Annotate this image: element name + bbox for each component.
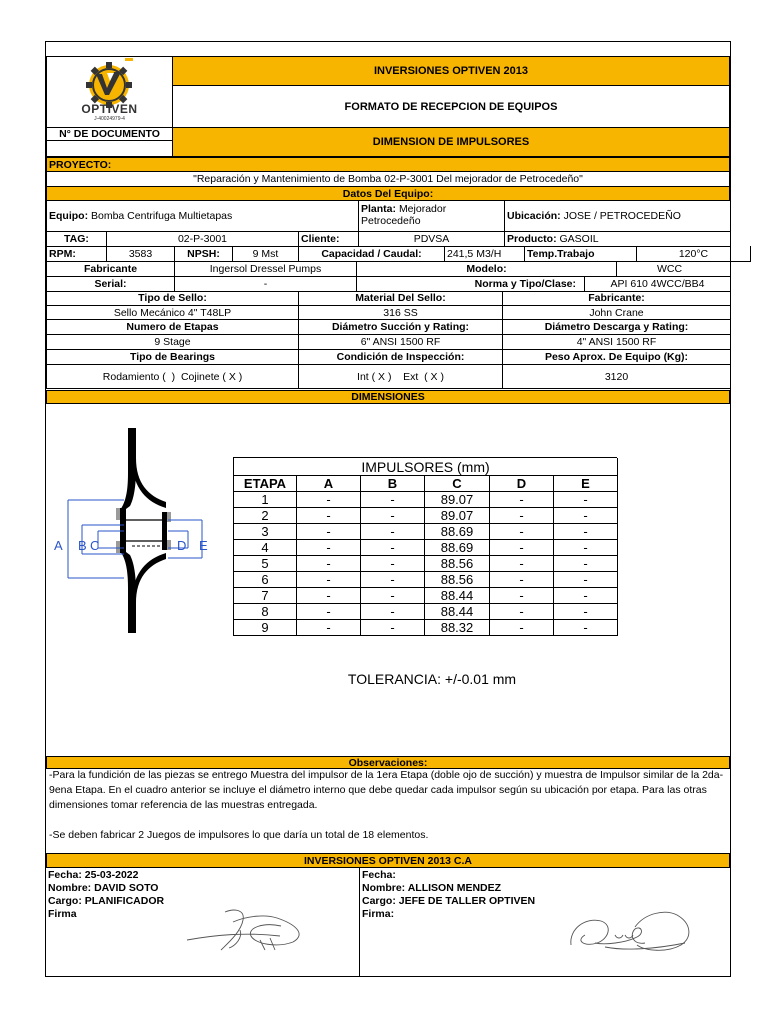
logo-code-text: J-40024979-4 [94,116,125,122]
bearings-label: Tipo de Bearings [47,350,299,365]
equipo-label: Equipo: [49,209,89,222]
logo-brand-text: OPTIVEN [81,102,138,116]
impulsores-table-cell: - [554,620,618,636]
impulsores-table-cell: 8 [234,604,297,620]
rpm-value: 3583 [107,246,175,262]
npsh-label: NPSH: [175,246,233,262]
impulsores-table-cell: 7 [234,588,297,604]
impulsores-table-cell: 6 [234,572,297,588]
modelo-label: Modelo: [357,261,617,277]
impulsores-table-cell: - [554,492,618,508]
impulsores-table-cell: - [297,524,361,540]
left-signature-drawing [185,900,315,955]
impulsores-table-cell: - [361,588,425,604]
tipo-sello-label: Tipo de Sello: [47,291,299,306]
impulsores-table-cell: - [297,540,361,556]
fab-sello-label: Fabricante: [503,291,731,306]
fabricante-label: Fabricante [47,261,175,277]
impulsores-table-cell: 88.69 [425,524,490,540]
planta-value: Mejorador Petrocedeño [361,203,447,227]
material-sello-value: 316 SS [299,306,503,320]
impulsores-table-cell: - [554,572,618,588]
impulsores-table-cell: 4 [234,540,297,556]
equipment-row-tag [46,231,730,247]
impulsores-table-cell: - [297,620,361,636]
impulsores-table-cell: 2 [234,508,297,524]
peso-label: Peso Aprox. De Equipo (Kg): [503,350,731,365]
inspeccion-value: Int ( X ) Ext ( X ) [299,365,503,389]
succion-value: 6" ANSI 1500 RF [299,335,503,350]
ubicacion-label: Ubicación: [507,209,561,222]
left-cargo: Cargo: PLANIFICADOR [48,895,165,907]
impeller-diagram [50,428,225,643]
impulsores-table-cell: - [297,508,361,524]
norma-value: API 610 4WCC/BB4 [585,276,731,292]
temp-value: 120°C [637,246,751,262]
inspeccion-label: Condición de Inspección: [299,350,503,365]
serial-value: - [175,276,357,292]
equipment-row-1 [46,200,730,232]
equipment-row-rpm [46,246,730,262]
norma-label: Norma y Tipo/Clase: [357,276,585,292]
serial-label: Serial: [47,276,175,292]
diagram-label-b: B [78,538,87,553]
equipment-row-fabricante [46,261,730,277]
right-fecha: Fecha: [362,869,396,881]
right-nombre: Nombre: ALLISON MENDEZ [362,882,502,894]
tag-label: TAG: [47,231,107,247]
impulsores-table-cell: 89.07 [425,492,490,508]
impulsores-table-cell: - [297,604,361,620]
impulsores-table-cell: - [361,492,425,508]
observations-paragraph-1: -Para la fundición de las piezas se entrego Muestra del impulsor de la 1era Etapa (doble ojo de succión) y muestra de Impulsor similar de la 2da-9ena Etapa. En el cuadro anterior se incluye el diámetro interno que debe quedar cada impulsor según su ubicación por etapa. Para las otras dimensiones tomar referencia de las muestras entregada. [49,769,724,811]
diagram-label-d: D [177,538,187,553]
observations-title: Observaciones: [46,756,730,769]
doc-title: DIMENSION DE IMPULSORES [172,127,730,157]
succion-label: Diámetro Succión y Rating: [299,320,503,335]
impulsores-table-cell: - [554,588,618,604]
equipo-value: Bomba Centrifuga Multietapas [91,209,233,222]
right-firma-label: Firma: [362,908,395,920]
impulsores-table-cell: - [297,556,361,572]
impulsores-table-cell: 89.07 [425,508,490,524]
doc-number-value [46,140,173,157]
etapas-value: 9 Stage [47,335,299,350]
impulsores-table-cell: - [361,508,425,524]
equipment-row-sello [46,291,730,389]
impulsores-table-cell: - [490,492,554,508]
planta-cell [359,200,505,232]
impulsores-table-cell: - [361,556,425,572]
impulsores-table-cell: 1 [234,492,297,508]
impulsores-table-cell: - [361,572,425,588]
impulsores-table-cell: - [554,508,618,524]
company-title: INVERSIONES OPTIVEN 2013 [172,56,730,86]
impulsores-table-cell: - [554,524,618,540]
impulsores-table-cell: - [490,572,554,588]
impulsores-table [233,457,617,636]
impulsores-table-cell: - [361,524,425,540]
producto-value: GASOIL [559,232,599,245]
impulsores-table-cell: 88.69 [425,540,490,556]
descarga-label: Diámetro Descarga y Rating: [503,320,731,335]
impulsores-table-cell: - [361,604,425,620]
right-signature-drawing [565,905,705,965]
signatures-company: INVERSIONES OPTIVEN 2013 C.A [46,853,730,868]
ubicacion-cell [505,200,731,232]
project-label: PROYECTO: [46,157,730,172]
fabricante-value: Ingersol Dressel Pumps [175,261,357,277]
impulsores-table-cell: - [490,524,554,540]
impulsores-table-cell: - [490,556,554,572]
form-title: FORMATO DE RECEPCION DE EQUIPOS [172,85,730,128]
signature-divider [359,867,360,976]
impulsores-table-cell: - [490,588,554,604]
impulsores-table-cell: - [297,588,361,604]
cliente-value: PDVSA [359,231,505,247]
impulsores-table-cell: - [490,540,554,556]
producto-label: Producto: [507,232,557,245]
impulsores-col-header: E [554,476,618,492]
impulsores-table-cell: - [490,620,554,636]
left-fecha: Fecha: 25-03-2022 [48,869,139,881]
bearings-value: Rodamiento ( ) Cojinete ( X ) [47,365,299,389]
impulsores-table-cell: 88.56 [425,572,490,588]
tag-value: 02-P-3001 [107,231,299,247]
equipo-cell [47,200,359,232]
planta-label: Planta: [361,203,397,215]
impulsores-table-cell: - [554,556,618,572]
tolerance-text: TOLERANCIA: +/-0.01 mm [347,671,517,687]
impulsores-table-cell: 5 [234,556,297,572]
doc-number-label: N° DE DOCUMENTO [46,127,173,141]
impulsores-col-header: D [490,476,554,492]
impulsores-col-header: A [297,476,361,492]
material-sello-label: Material Del Sello: [299,291,503,306]
peso-value: 3120 [503,365,731,389]
observations-paragraph-2: -Se deben fabricar 2 Juegos de impulsores lo que daría un total de 18 elementos. [49,829,429,841]
impulsores-table-cell: - [554,540,618,556]
fab-sello-value: John Crane [503,306,731,320]
equipment-row-serial [46,276,730,292]
left-nombre: Nombre: DAVID SOTO [48,882,159,894]
cliente-label: Cliente: [299,231,359,247]
impulsores-table-cell: 9 [234,620,297,636]
rpm-label: RPM: [47,246,107,262]
descarga-value: 4" ANSI 1500 RF [503,335,731,350]
ubicacion-value: JOSE / PETROCEDEÑO [563,209,681,222]
impulsores-table-cell: 88.56 [425,556,490,572]
capacidad-label: Capacidad / Caudal: [299,246,445,262]
impulsores-col-header: ETAPA [234,476,297,492]
impulsores-col-header: C [425,476,490,492]
capacidad-value: 241,5 M3/H [445,246,525,262]
right-cargo: Cargo: JEFE DE TALLER OPTIVEN [362,895,536,907]
impulsores-table-cell: - [297,572,361,588]
diagram-label-e: E [199,538,208,553]
impulsores-table-cell: - [361,620,425,636]
tipo-sello-value: Sello Mecánico 4" T48LP [47,306,299,320]
impulsores-table-cell: 88.44 [425,588,490,604]
npsh-value: 9 Mst [233,246,299,262]
impulsores-table-cell: 3 [234,524,297,540]
project-description: "Reparación y Mantenimiento de Bomba 02-P-3001 Del mejorador de Petrocedeño" [46,171,730,187]
impulsores-table-cell: - [554,604,618,620]
impulsores-table-cell: - [297,492,361,508]
impulsores-col-header: B [361,476,425,492]
equipment-section-title: Datos Del Equipo: [46,186,730,201]
impulsores-table-cell: 88.44 [425,604,490,620]
temp-label: Temp.Trabajo [525,246,637,262]
impulsores-table-cell: - [490,508,554,524]
diagram-label-a: A [54,538,63,553]
dimensions-section-title: DIMENSIONES [46,390,730,404]
left-firma-label: Firma [48,908,77,920]
diagram-label-c: C [90,538,100,553]
impulsores-table-title: IMPULSORES (mm) [234,458,618,476]
impulsores-table-cell: 88.32 [425,620,490,636]
modelo-value: WCC [617,261,731,277]
logo-box [46,56,173,128]
impulsores-table-cell: - [490,604,554,620]
producto-cell [505,231,731,247]
etapas-label: Numero de Etapas [47,320,299,335]
impulsores-table-cell: - [361,540,425,556]
